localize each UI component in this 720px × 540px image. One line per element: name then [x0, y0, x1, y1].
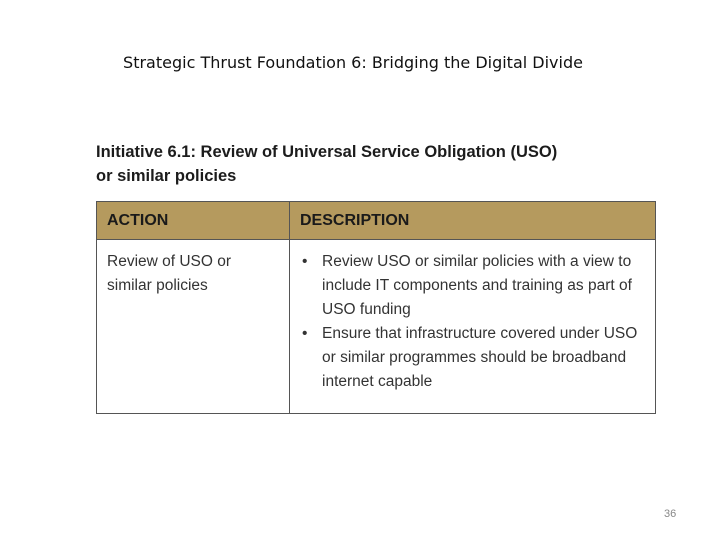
action-cell: Review of USO or similar policies: [97, 240, 290, 414]
action-description-table: [96, 201, 656, 414]
description-cell: [290, 240, 656, 414]
description-bullet-item: • Review USO or similar policies with a view to include IT components and training as part of USO funding: [322, 250, 645, 322]
table-row: [97, 240, 656, 414]
initiative-heading-line-1: Initiative 6.1: Review of Universal Service Obligation (USO): [96, 143, 558, 161]
page-number: 36: [664, 508, 677, 520]
initiative-heading: [96, 140, 616, 188]
slide-title: Strategic Thrust Foundation 6: Bridging the Digital Divide: [123, 53, 583, 72]
description-bullet-item: • Ensure that infrastructure covered under USO or similar programmes should be broadband internet capable: [322, 322, 645, 394]
table-header-row: [97, 202, 656, 240]
action-column-header: ACTION: [97, 202, 290, 240]
initiative-heading-line-2: or similar policies: [96, 167, 237, 185]
description-bullet-list: [300, 250, 645, 394]
description-column-header: DESCRIPTION: [290, 202, 656, 240]
